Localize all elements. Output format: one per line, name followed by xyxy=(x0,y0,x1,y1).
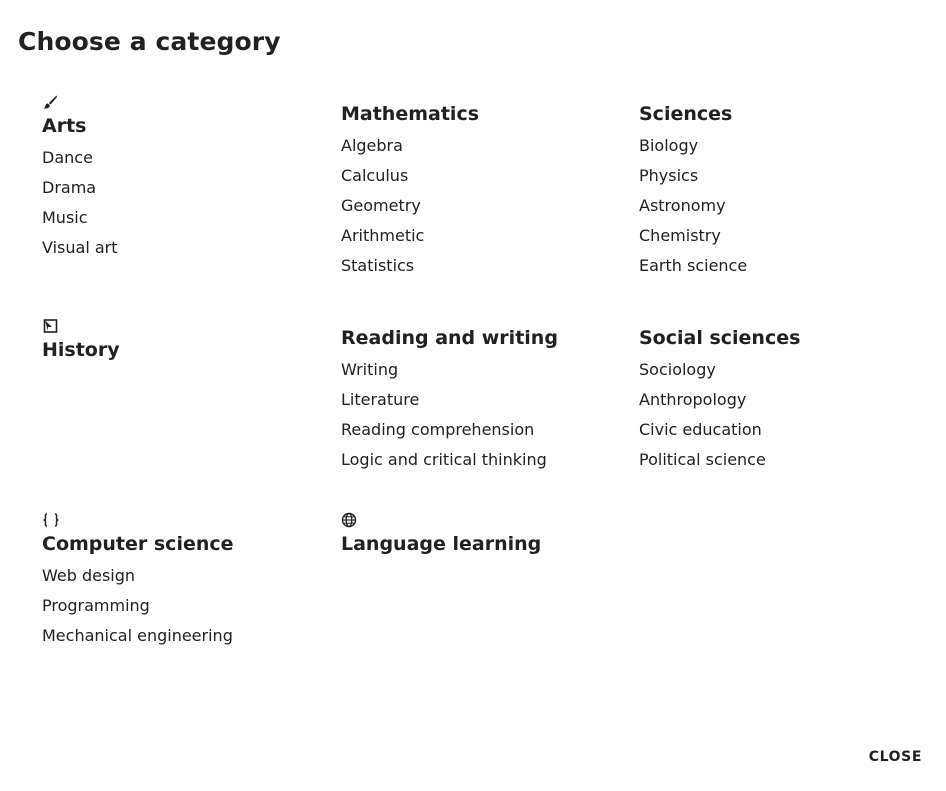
category-title-mathematics[interactable]: Mathematics xyxy=(341,103,480,125)
category-title-history[interactable]: History xyxy=(42,339,120,361)
subcategory-physics[interactable]: Physics xyxy=(639,166,699,185)
subcategory-programming[interactable]: Programming xyxy=(42,596,150,615)
subcategory-statistics[interactable]: Statistics xyxy=(341,256,415,275)
category-title-social-sciences[interactable]: Social sciences xyxy=(639,327,801,349)
subcategory-visual-art[interactable]: Visual art xyxy=(42,238,118,257)
subcategory-calculus[interactable]: Calculus xyxy=(341,166,409,185)
category-social-sciences xyxy=(639,326,909,480)
category-computer-science xyxy=(42,508,312,656)
category-title-sciences[interactable]: Sciences xyxy=(639,103,733,125)
subcategory-web-design[interactable]: Web design xyxy=(42,566,136,585)
subcategory-arithmetic[interactable]: Arithmetic xyxy=(341,226,425,245)
subcategory-literature[interactable]: Literature xyxy=(341,390,420,409)
subcategory-anthropology[interactable]: Anthropology xyxy=(639,390,747,409)
subcategory-drama[interactable]: Drama xyxy=(42,178,97,197)
subcategory-music[interactable]: Music xyxy=(42,208,88,227)
close-button[interactable]: CLOSE xyxy=(869,745,922,769)
subcategory-list-sciences xyxy=(639,136,909,286)
subcategory-list-social-sciences xyxy=(639,360,909,480)
subcategory-earth-science[interactable]: Earth science xyxy=(639,256,748,275)
subcategory-list-computer-science xyxy=(42,566,312,656)
subcategory-geometry[interactable]: Geometry xyxy=(341,196,421,215)
category-title-reading-and-writing[interactable]: Reading and writing xyxy=(341,327,558,349)
subcategory-algebra[interactable]: Algebra xyxy=(341,136,403,155)
subcategory-astronomy[interactable]: Astronomy xyxy=(639,196,726,215)
subcategory-political-science[interactable]: Political science xyxy=(639,450,766,469)
subcategory-chemistry[interactable]: Chemistry xyxy=(639,226,721,245)
category-mathematics xyxy=(341,102,611,286)
subcategory-logic-and-critical-thinking[interactable]: Logic and critical thinking xyxy=(341,450,547,469)
subcategory-list-arts xyxy=(42,148,312,268)
category-arts xyxy=(42,90,312,268)
category-language-learning xyxy=(341,508,611,556)
category-sciences xyxy=(639,102,909,286)
category-title-arts[interactable]: Arts xyxy=(42,115,87,137)
brush-icon xyxy=(42,90,312,114)
category-history xyxy=(42,314,312,362)
category-title-computer-science[interactable]: Computer science xyxy=(42,533,234,555)
history-book-icon xyxy=(42,314,312,338)
code-braces-icon xyxy=(42,508,312,532)
category-title-language-learning[interactable]: Language learning xyxy=(341,533,542,555)
subcategory-sociology[interactable]: Sociology xyxy=(639,360,716,379)
subcategory-biology[interactable]: Biology xyxy=(639,136,699,155)
subcategory-writing[interactable]: Writing xyxy=(341,360,399,379)
category-reading-and-writing xyxy=(341,326,611,480)
subcategory-mechanical-engineering[interactable]: Mechanical engineering xyxy=(42,626,233,645)
subcategory-list-reading-and-writing xyxy=(341,360,611,480)
subcategory-list-mathematics xyxy=(341,136,611,286)
subcategory-dance[interactable]: Dance xyxy=(42,148,93,167)
subcategory-civic-education[interactable]: Civic education xyxy=(639,420,762,439)
dialog-title: Choose a category xyxy=(18,26,281,56)
subcategory-reading-comprehension[interactable]: Reading comprehension xyxy=(341,420,535,439)
globe-icon xyxy=(341,508,611,532)
